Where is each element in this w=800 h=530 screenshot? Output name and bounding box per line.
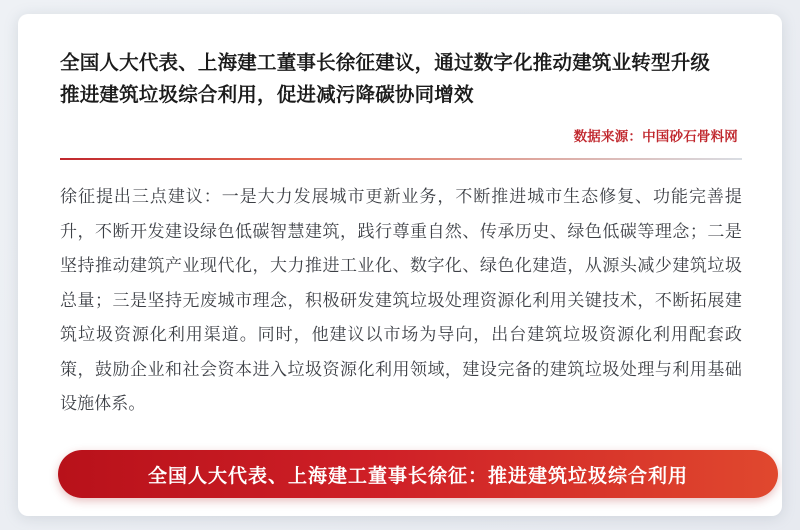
article-card-content (18, 14, 782, 516)
source-label: 数据来源：中国砂石骨料网 (573, 129, 738, 145)
footer-banner-text: 全国人大代表、上海建工董事长徐征：推进建筑垃圾综合利用 (147, 465, 688, 487)
article-body: 徐征提出三点建议：一是大力发展城市更新业务，不断推进城市生态修复、功能完善提升，不断开发建设绿色低碳智慧建筑，践行尊重自然、传承历史、绿色低碳等理念；二是坚持推动建筑产业现代化，大力推进工业化、数字化、绿色化建造，从源头减少建筑垃圾总量；三是坚持无废城市理念，积极研发建筑垃圾处理资源化利用关键技术，不断拓展建筑垃圾资源化利用渠道。同时，他建议以市场为导向，出台建筑垃圾资源化利用配套政策，鼓励企业和社会资本进入垃圾资源化利用领域，建设完备的建筑垃圾处理与利用基础设施体系。 (60, 187, 742, 414)
headline-line-2: 推进建筑垃圾综合利用，促进减污降碳协同增效 (60, 83, 474, 106)
divider (60, 158, 742, 160)
headline-line-1: 全国人大代表、上海建工董事长徐征建议，通过数字化推动建筑业转型升级 (60, 52, 711, 74)
footer-banner (58, 450, 778, 498)
source-row (60, 125, 742, 146)
article-card (18, 14, 782, 516)
page-title (60, 48, 742, 111)
